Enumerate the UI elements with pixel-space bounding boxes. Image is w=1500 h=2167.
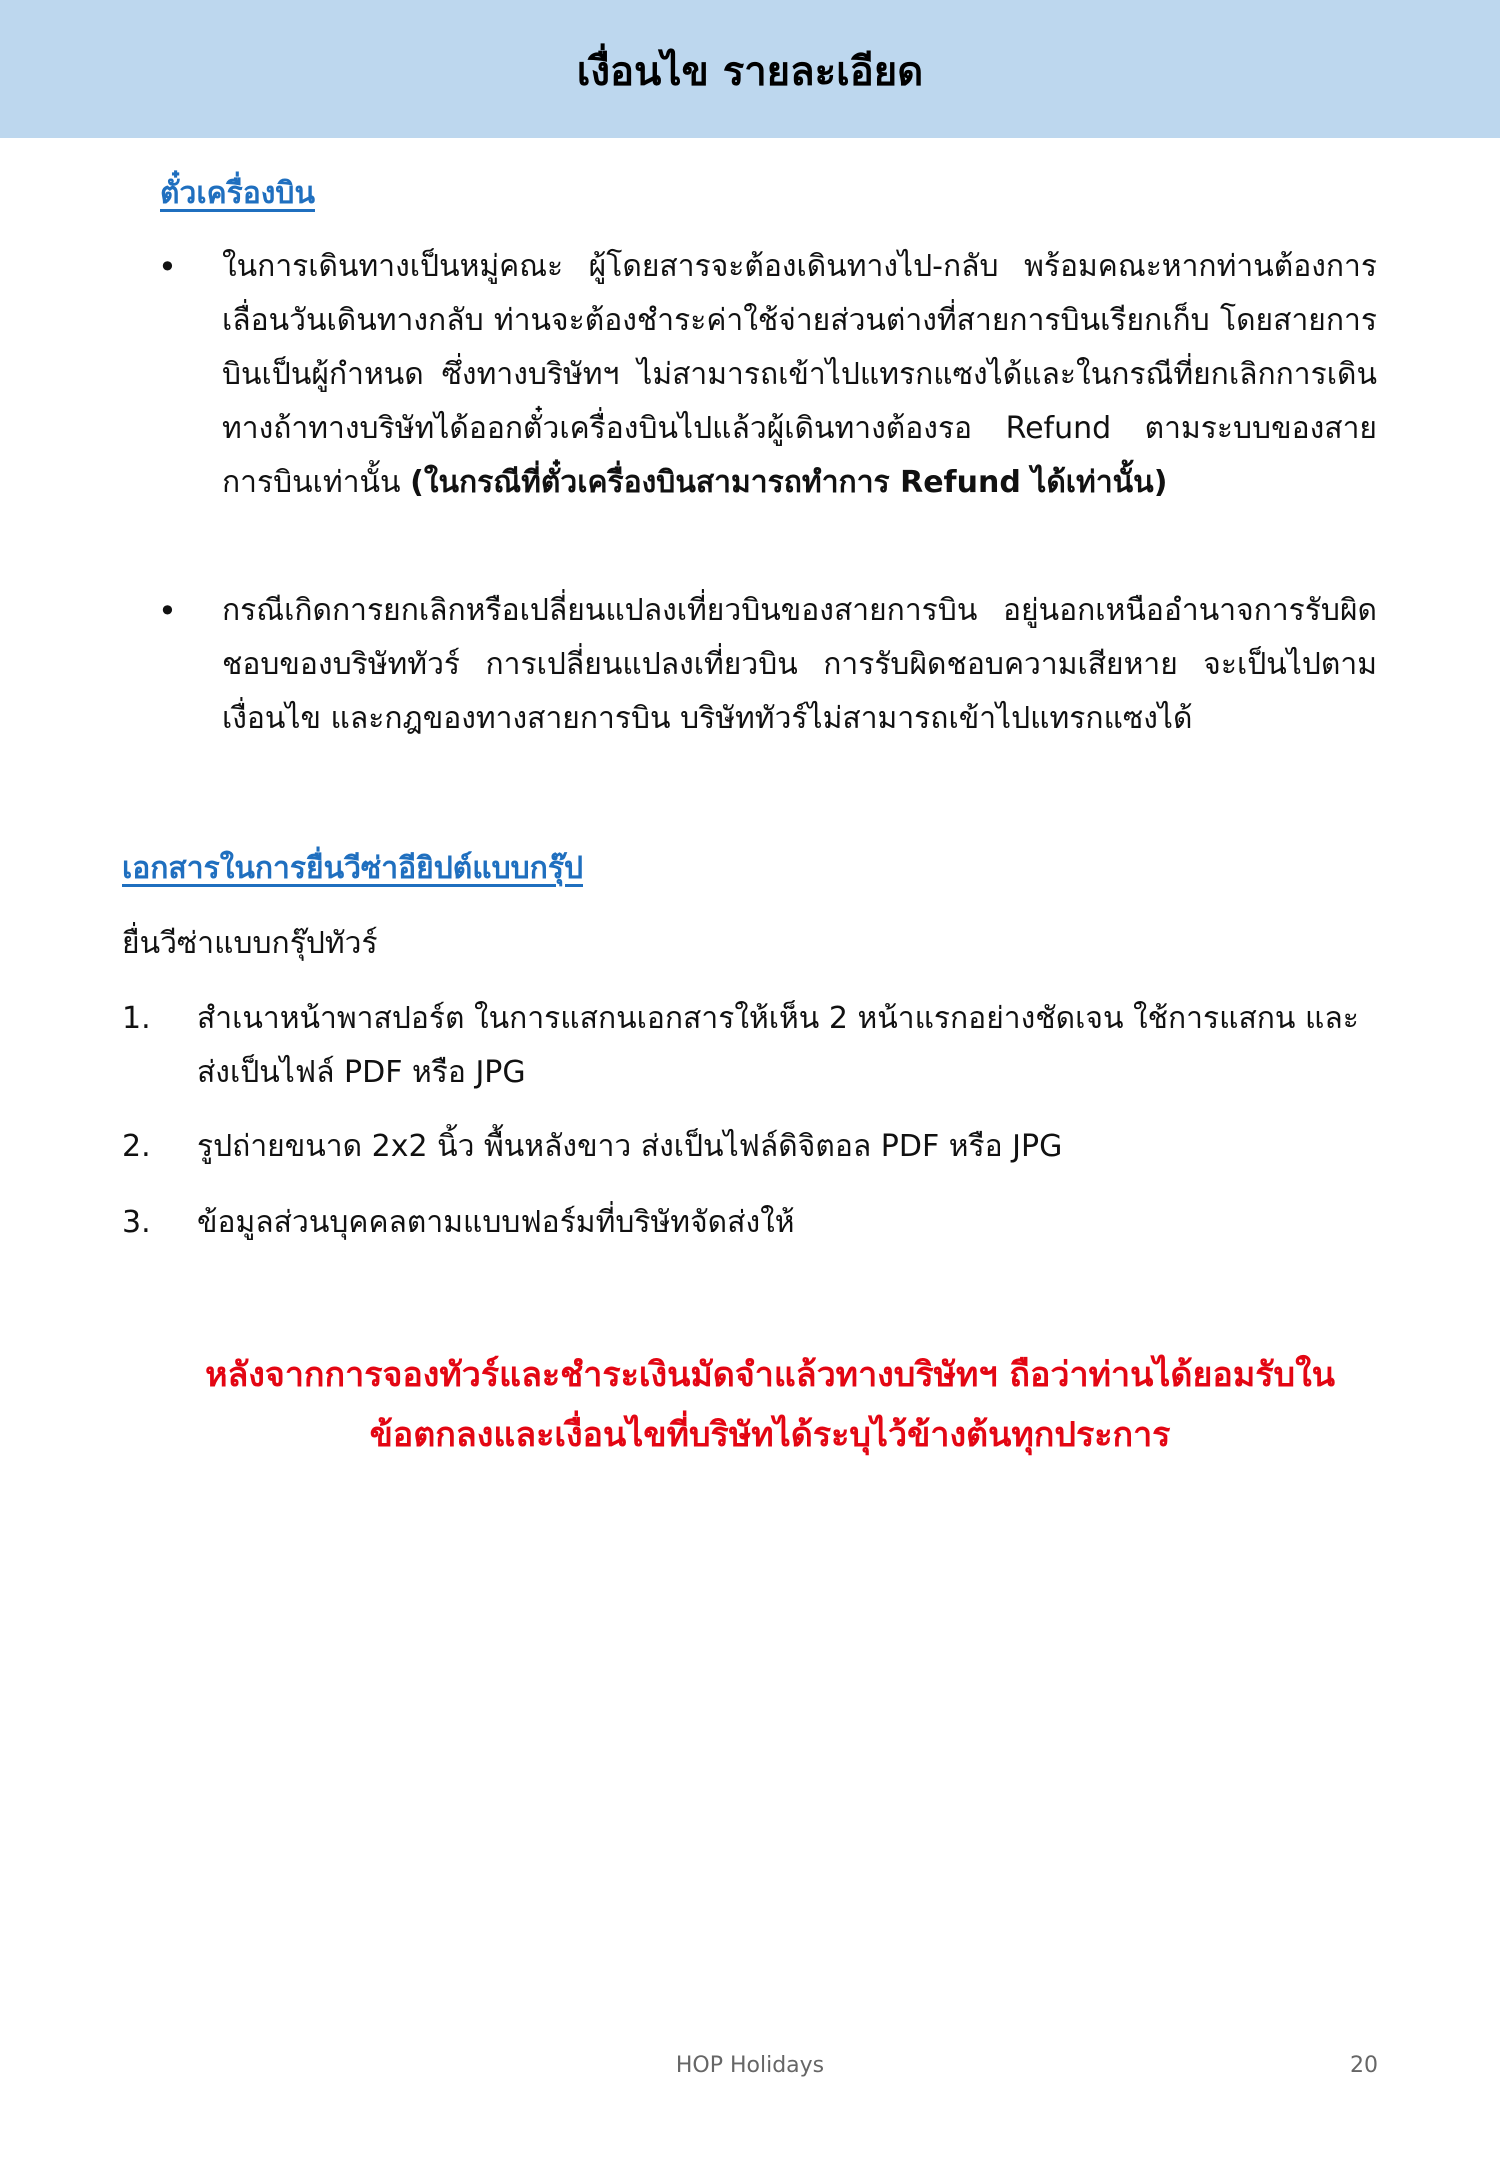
- flight-bullet-1-text: ในการเดินทางเป็นหมู่คณะ ผู้โดยสารจะต้องเดินทางไป-กลับ พร้อมคณะหากท่านต้องการเลื่อนวันเดินทางกลับ ท่านจะต้องชำระค่าใช้จ่ายส่วนต่างที่สายการบินเรียกเก็บ โดยสายการบินเป็นผู้กำหนด ซึ่งทางบริษัทฯ ไม่สามารถเข้าไปแทรกแซงได้และในกรณีที่ยกเลิกการเดินทางถ้าทางบริษัทได้ออกตั๋วเครื่องบินไปแล้วผู้เดินทางต้องรอ Refund ตามระบบของสายการบินเท่านั้น: [222, 249, 1377, 500]
- flight-bullet-1-bold: (ในกรณีที่ตั๋วเครื่องบินสามารถทำการ Refund ได้เท่านั้น): [410, 465, 1168, 500]
- list-item: รูปถ่ายขนาด 2x2 นิ้ว พื้นหลังขาว ส่งเป็นไฟล์ดิจิตอล PDF หรือ JPG: [197, 1129, 1063, 1164]
- flight-bullet-1: [222, 240, 1377, 510]
- bullet-icon: •: [158, 248, 177, 286]
- section-heading-flight-ticket: ตั๋วเครื่องบิน: [160, 176, 315, 211]
- bullet-icon: •: [158, 592, 177, 630]
- list-item: ข้อมูลส่วนบุคคลตามแบบฟอร์มที่บริษัทจัดส่งให้: [197, 1205, 795, 1240]
- visa-intro: ยื่นวีซ่าแบบกรุ๊ปทัวร์: [122, 926, 378, 961]
- list-item: สำเนาหน้าพาสปอร์ต ในการแสกนเอกสารให้เห็น 2 หน้าแรกอย่างชัดเจน ใช้การแสกน และส่งเป็นไฟล์ PDF หรือ JPG: [197, 1001, 1359, 1090]
- booking-notice-line-1: หลังจากการจองทัวร์และชำระเงินมัดจำแล้วทางบริษัทฯ ถือว่าท่านได้ยอมรับใน: [205, 1355, 1335, 1395]
- footer-brand: HOP Holidays: [675, 2053, 825, 2078]
- flight-bullet-2-text: กรณีเกิดการยกเลิกหรือเปลี่ยนแปลงเที่ยวบินของสายการบิน อยู่นอกเหนืออำนาจการรับผิดชอบของบริษัททัวร์ การเปลี่ยนแปลงเที่ยวบิน การรับผิดชอบความเสียหาย จะเป็นไปตามเงื่อนไข และกฎของทางสายการบิน บริษัททัวร์ไม่สามารถเข้าไปแทรกแซงได้: [222, 593, 1377, 736]
- list-item-number: 2.: [122, 1129, 151, 1164]
- page-number: 20: [1350, 2053, 1378, 2078]
- booking-notice: [140, 1345, 1400, 1465]
- list-item-number: 3.: [122, 1205, 151, 1240]
- list-item-number: 1.: [122, 1001, 151, 1036]
- page-title: เงื่อนไข รายละเอียด: [576, 49, 924, 95]
- section-heading-visa: เอกสารในการยื่นวีซ่าอียิปต์แบบกรุ๊ป: [122, 851, 583, 886]
- booking-notice-line-2: ข้อตกลงและเงื่อนไขที่บริษัทได้ระบุไว้ข้างต้นทุกประการ: [369, 1415, 1171, 1455]
- flight-bullet-2: [222, 584, 1377, 746]
